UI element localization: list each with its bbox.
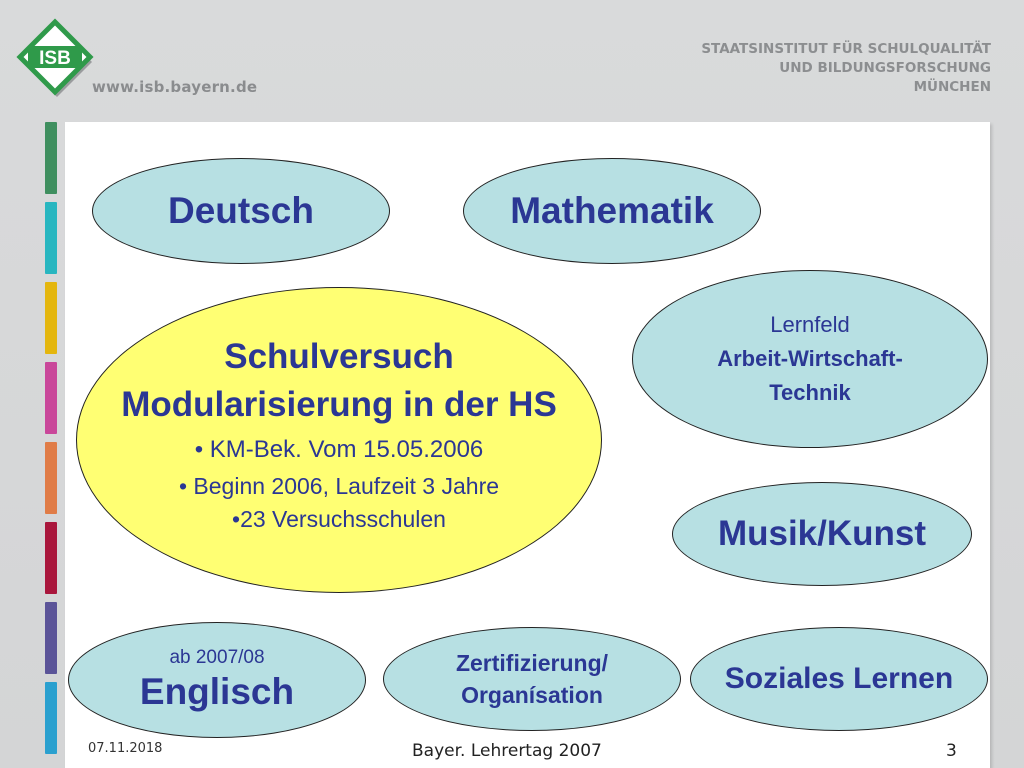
soziales-lernen-label: Soziales Lernen [724,662,954,695]
color-bar [45,202,57,274]
color-bar [45,282,57,354]
deutsch-label: Deutsch [168,190,314,231]
color-bar [45,682,57,754]
institute-name [701,40,991,97]
oval-deutsch [92,158,390,264]
zertifizierung-line-2: Organísation [461,682,603,708]
isb-logo [14,18,96,100]
lernfeld-line-1: Lernfeld [770,312,850,337]
zertifizierung-line-1: Zertifizierung/ [455,650,609,676]
mathematik-label: Mathematik [510,190,714,231]
website-url[interactable]: www.isb.bayern.de [92,78,258,96]
schulversuch-bullet-3: •23 Versuchsschulen [232,506,446,532]
oval-soziales-lernen [690,627,988,731]
schulversuch-title-2: Modularisierung in der HS [121,385,557,424]
englisch-big: Englisch [139,671,295,712]
color-bar [45,602,57,674]
color-bar [45,442,57,514]
oval-schulversuch [76,287,602,593]
color-bars [45,122,57,762]
schulversuch-bullet-2: • Beginn 2006, Laufzeit 3 Jahre [178,473,500,499]
logo-text: ISB [39,48,71,69]
lernfeld-line-2: Arbeit-Wirtschaft- [717,346,903,371]
oval-musik-kunst [672,482,972,586]
institute-line-1: STAATSINSTITUT FÜR SCHULQUALITÄT [701,41,991,57]
color-bar [45,522,57,594]
schulversuch-title-1: Schulversuch [224,337,454,376]
institute-line-2: UND BILDUNGSFORSCHUNG [779,60,991,76]
oval-mathematik [463,158,761,264]
musik-kunst-label: Musik/Kunst [717,514,927,553]
color-bar [45,122,57,194]
lernfeld-line-3: Technik [769,380,851,405]
footer-title: Bayer. Lehrertag 2007 [412,741,602,761]
color-bar [45,362,57,434]
page-number: 3 [946,741,957,761]
englisch-small: ab 2007/08 [169,647,265,668]
oval-englisch [68,622,366,738]
schulversuch-bullet-1: • KM-Bek. Vom 15.05.2006 [194,436,484,463]
oval-lernfeld [632,270,988,448]
footer-date: 07.11.2018 [88,741,163,756]
oval-zertifizierung [383,627,681,731]
institute-line-3: MÜNCHEN [913,79,991,95]
